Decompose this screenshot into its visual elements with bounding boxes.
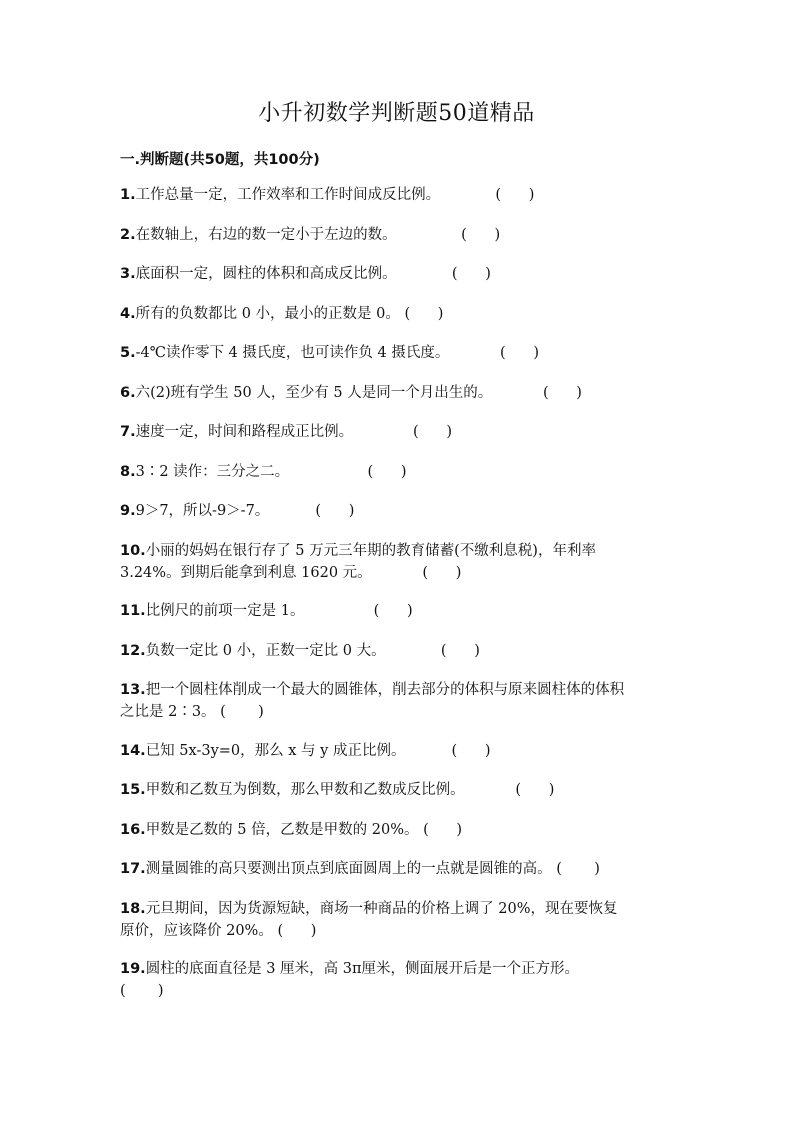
question-text: -4℃读作零下 4 摄氏度，也可读作负 4 摄氏度。 ( ) (135, 345, 540, 361)
question-text: ( ) (120, 983, 164, 999)
question-line (120, 263, 491, 285)
question-line (120, 184, 534, 206)
question-item (120, 600, 413, 622)
question-text: 原价，应该降价 20%。 ( ) (120, 922, 317, 939)
question-text: 9＞7，所以-9＞-7。 ( ) (135, 503, 355, 519)
question-item (120, 263, 491, 285)
question-number: 7. (120, 424, 136, 440)
question-text: 速度一定，时间和路程成正比例。 ( ) (135, 424, 452, 440)
question-text: 比例尺的前项一定是 1。 ( ) (145, 603, 413, 619)
question-item (120, 382, 582, 404)
question-text: 小丽的妈妈在银行存了 5 万元三年期的教育储蓄(不缴利息税)，年利率 (145, 542, 596, 559)
question-text: 把一个圆柱体削成一个最大的圆锥体，削去部分的体积与原来圆柱体的体积 (145, 682, 625, 698)
question-number: 14. (120, 742, 146, 759)
question-line (120, 421, 452, 443)
question-line (120, 461, 407, 483)
page-title: 小升初数学判断题50道精品 (258, 101, 535, 126)
question-item (120, 500, 354, 522)
question-line (120, 858, 600, 880)
question-line (120, 740, 491, 762)
question-item (120, 679, 624, 723)
question-line (120, 701, 624, 723)
question-number: 2. (120, 226, 136, 243)
question-text: 测量圆锥的高只要测出顶点到底面圆周上的一点就是圆锥的高。 ( ) (145, 861, 600, 877)
question-number: 19. (120, 961, 146, 977)
question-item (120, 224, 500, 246)
question-line (120, 540, 596, 562)
question-item (120, 303, 443, 325)
question-text: 3.24%。到期后能拿到利息 1620 元。 ( ) (120, 564, 462, 581)
question-number: 9. (120, 503, 136, 519)
question-number: 1. (120, 187, 136, 203)
section-heading: 一.判断题(共50题，共100分) (120, 152, 320, 168)
question-line (120, 898, 618, 920)
question-text: 负数一定比 0 小，正数一定比 0 大。 ( ) (145, 642, 480, 659)
question-number: 11. (120, 603, 146, 619)
question-line (120, 958, 579, 980)
question-number: 12. (120, 642, 146, 659)
question-text: 六(2)班有学生 50 人，至少有 5 人是同一个月出生的。 ( ) (135, 384, 582, 401)
question-number: 5. (120, 345, 136, 361)
question-text: 已知 5x-3y=0，那么 x 与 y 成正比例。 ( ) (145, 742, 491, 759)
question-line (120, 342, 539, 364)
question-number: 8. (120, 463, 136, 480)
question-number: 13. (120, 682, 146, 698)
question-line (120, 640, 480, 662)
question-number: 15. (120, 782, 146, 798)
question-text: 甲数和乙数互为倒数，那么甲数和乙数成反比例。 ( ) (145, 782, 555, 798)
question-item (120, 740, 491, 762)
question-line (120, 980, 579, 1002)
question-text: 之比是 2∶3。 ( ) (120, 704, 264, 720)
question-text: 甲数是乙数的 5 倍，乙数是甲数的 20%。 ( ) (145, 821, 463, 838)
question-item (120, 461, 407, 483)
question-line (120, 779, 554, 801)
question-line (120, 679, 624, 701)
question-item (120, 898, 618, 942)
question-line (120, 819, 462, 841)
question-item (120, 819, 462, 841)
question-text: 所有的负数都比 0 小，最小的正数是 0。 ( ) (135, 305, 444, 322)
question-text: 工作总量一定，工作效率和工作时间成反比例。 ( ) (135, 187, 535, 203)
question-text: 元旦期间，因为货源短缺，商场一种商品的价格上调了 20%，现在要恢复 (145, 900, 618, 917)
question-number: 17. (120, 861, 146, 877)
question-number: 18. (120, 900, 146, 917)
question-item (120, 540, 596, 584)
question-text: 底面积一定，圆柱的体积和高成反比例。 ( ) (135, 266, 491, 282)
question-line (120, 500, 354, 522)
question-item (120, 640, 480, 662)
question-line (120, 920, 618, 942)
question-item (120, 958, 579, 1002)
question-text: 在数轴上，右边的数一定小于左边的数。 ( ) (135, 226, 501, 243)
question-number: 3. (120, 266, 136, 282)
question-number: 4. (120, 305, 136, 322)
question-item (120, 858, 600, 880)
question-item (120, 779, 554, 801)
question-line (120, 382, 582, 404)
question-line (120, 562, 596, 584)
question-line (120, 224, 500, 246)
question-item (120, 184, 534, 206)
question-line (120, 303, 443, 325)
question-text: 3∶2 读作：三分之二。 ( ) (135, 463, 407, 480)
question-text: 圆柱的底面直径是 3 厘米，高 3π厘米，侧面展开后是一个正方形。 (145, 961, 579, 977)
question-item (120, 342, 539, 364)
question-item (120, 421, 452, 443)
question-line (120, 600, 413, 622)
question-number: 16. (120, 821, 146, 838)
question-number: 10. (120, 542, 146, 559)
question-number: 6. (120, 384, 136, 401)
